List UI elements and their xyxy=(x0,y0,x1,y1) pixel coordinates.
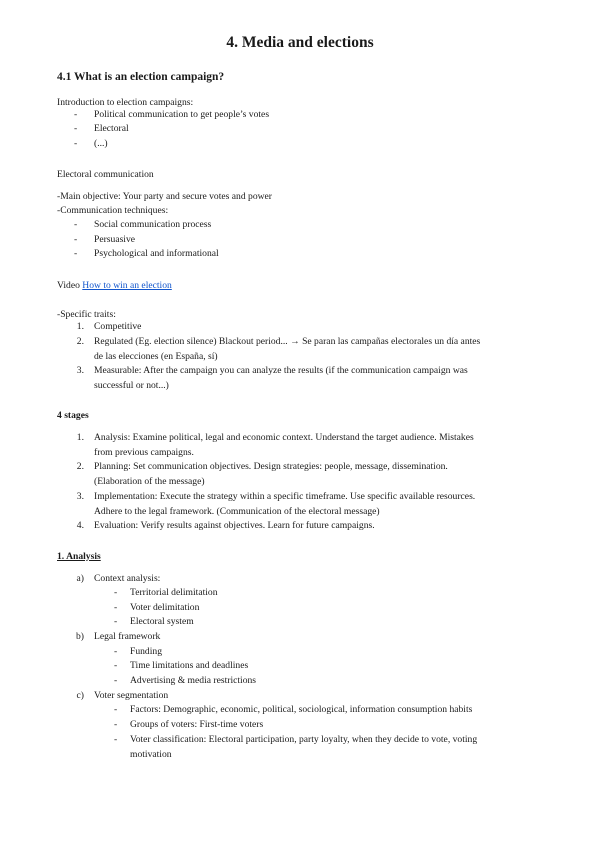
list-item: - Territorial delimitation xyxy=(0,586,600,600)
section-heading-4-1: 4.1 What is an election campaign? xyxy=(57,71,225,83)
list-item: - Electoral xyxy=(0,122,600,136)
item-text: Competitive xyxy=(94,321,142,332)
item-text: Legal framework xyxy=(94,631,161,642)
item-text-continued: Adhere to the legal framework. (Communication of the electoral message) xyxy=(94,505,380,517)
numbered-item xyxy=(0,519,600,533)
item-letter: c) xyxy=(76,690,84,701)
item-letter: b) xyxy=(76,631,84,642)
item-number: 2. xyxy=(76,336,84,347)
video-label: Video xyxy=(57,280,80,291)
item-number: 2. xyxy=(76,461,84,472)
numbered-item xyxy=(0,490,600,518)
list-item-text: Voter classification: Electoral participation, party loyalty, when they decide to vote, voting xyxy=(130,734,478,745)
list-item-text: Territorial delimitation xyxy=(130,587,218,598)
list-item: - (...) xyxy=(0,137,600,151)
lettered-item xyxy=(0,689,600,703)
numbered-item xyxy=(0,364,600,392)
list-item-text: Persuasive xyxy=(94,234,136,245)
list-item: - Voter classification: Electoral participation, party loyalty, when they decide to vote, voting motivation xyxy=(0,733,600,761)
item-text-continued: successful or not...) xyxy=(94,379,169,391)
item-text-continued: from previous campaigns. xyxy=(94,446,194,458)
item-number: 1. xyxy=(76,321,84,332)
list-item: - Psychological and informational xyxy=(0,247,600,261)
list-item: - Social communication process xyxy=(0,218,600,232)
list-item-text: Electoral xyxy=(94,123,129,134)
item-letter: a) xyxy=(76,573,84,584)
list-item-text: Electoral system xyxy=(130,616,194,627)
list-item: - Political communication to get people’s votes xyxy=(0,108,600,122)
item-text: Implementation: Execute the strategy within a specific timeframe. Use specific available resources. xyxy=(94,491,476,502)
item-text: Planning: Set communication objectives. Design strategies: people, message, dissemination. xyxy=(94,461,448,472)
item-text: Evaluation: Verify results against objectives. Learn for future campaigns. xyxy=(94,520,375,531)
numbered-item xyxy=(0,335,600,363)
list-item-text: Social communication process xyxy=(94,219,212,230)
item-text: Regulated (Eg. election silence) Blackout period... → Se paran las campañas electorales un día antes xyxy=(94,336,481,347)
item-text: Measurable: After the campaign you can analyze the results (if the communication campaign was xyxy=(94,365,468,376)
item-text-continued: de las elecciones (en España, sí) xyxy=(94,350,218,362)
list-item-text: Groups of voters: First-time voters xyxy=(130,719,264,730)
list-item: - Factors: Demographic, economic, political, sociological, information consumption habits xyxy=(0,703,600,717)
video-link[interactable]: How to win an election xyxy=(82,280,172,291)
numbered-item xyxy=(0,431,600,459)
intro-label: Introduction to election campaigns: xyxy=(57,97,194,108)
list-item: - Voter delimitation xyxy=(0,601,600,615)
list-item: - Time limitations and deadlines xyxy=(0,659,600,673)
list-item-text: Factors: Demographic, economic, political, sociological, information consumption habits xyxy=(130,704,473,715)
list-item: - Groups of voters: First-time voters xyxy=(0,718,600,732)
list-item-text: Time limitations and deadlines xyxy=(130,660,249,671)
list-item-text: (...) xyxy=(94,138,108,149)
item-text-continued: (Elaboration of the message) xyxy=(94,475,205,487)
list-item-text: Funding xyxy=(130,646,162,657)
main-objective: -Main objective: Your party and secure votes and power xyxy=(57,191,273,202)
numbered-item xyxy=(0,320,600,334)
list-item-text: Political communication to get people’s votes xyxy=(94,109,270,120)
item-number: 3. xyxy=(76,491,84,502)
list-item: - Persuasive xyxy=(0,233,600,247)
list-item-text: Voter delimitation xyxy=(130,602,200,613)
traits-label: -Specific traits: xyxy=(57,309,116,320)
item-number: 1. xyxy=(76,432,84,443)
item-number: 3. xyxy=(76,365,84,376)
techniques-label: -Communication techniques: xyxy=(57,205,169,216)
list-item-text: Psychological and informational xyxy=(94,248,219,259)
item-number: 4. xyxy=(76,520,84,531)
electoral-communication-label: Electoral communication xyxy=(57,169,154,180)
item-text: Context analysis: xyxy=(94,573,161,584)
item-text: Analysis: Examine political, legal and economic context. Understand the target audience. Mistakes xyxy=(94,432,474,443)
lettered-item xyxy=(0,572,600,586)
list-item: - Funding xyxy=(0,645,600,659)
stages-heading: 4 stages xyxy=(57,410,89,421)
list-item-text-continued: motivation xyxy=(130,748,172,760)
list-item: - Electoral system xyxy=(0,615,600,629)
page-title: 4. Media and elections xyxy=(226,34,374,51)
item-text: Voter segmentation xyxy=(94,690,169,701)
lettered-item xyxy=(0,630,600,644)
list-item-text: Advertising & media restrictions xyxy=(130,675,257,686)
analysis-heading: 1. Analysis xyxy=(57,551,101,562)
numbered-item xyxy=(0,460,600,488)
video-line xyxy=(57,279,172,292)
list-item: - Advertising & media restrictions xyxy=(0,674,600,688)
